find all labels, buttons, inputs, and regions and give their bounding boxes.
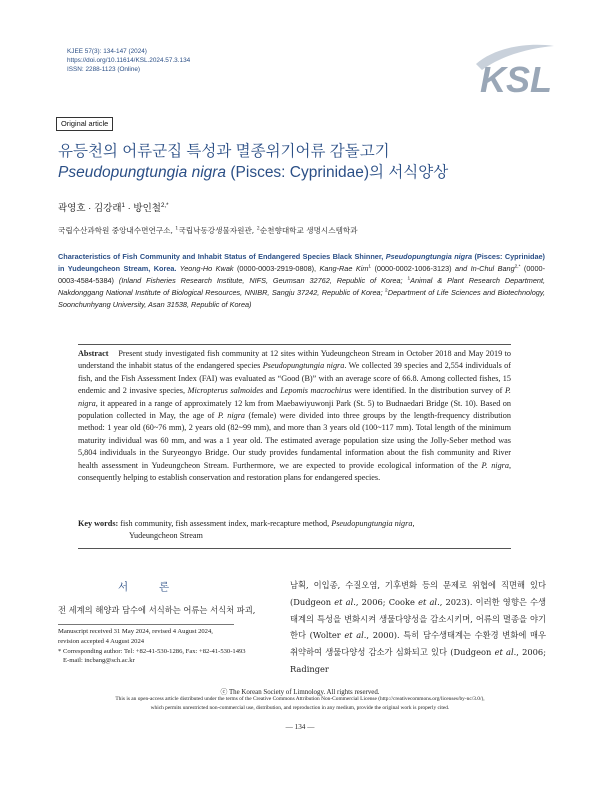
author-sup-1: 1: [121, 201, 125, 209]
footer-copyright: ⓒ The Korean Society of Limnology. All rights reserved.: [220, 689, 380, 696]
title-korean: 유등천의 어류군집 특성과 멸종위기어류 감돌고기: [58, 143, 390, 160]
intro-r1: 남획, 이입종, 수질오염, 기후변화 등의 문제로 위협에 직면해 있다 (Dudgeon: [290, 580, 546, 607]
intro-r2-i: et al: [418, 596, 438, 607]
intro-left-line: 전 세계의 해양과 담수에 서식하는 어류는 서식처 파괴,: [58, 605, 256, 615]
abstract-p6: (female) were divided into three groups by the length-frequency distribution method: 1 year old (60~76 mm), 2 years old (82~99 mm), and more than 3 years old (100~117 mm). Total length of the minimum maturity individual was 60 mm, and was a 1 year old. The estimated average population size using the Jolly-Seber method was 5,804 individuals in the Suryeongyo Bridge. Our study provides fundamental information about the fish community and River health assessment in Yudeungcheon Stream. Furthermore, we are expected to provide ecological information of the: [78, 411, 511, 470]
ksl-logo: [474, 42, 556, 100]
abstract-sp1: Pseudopungtungia nigra: [262, 361, 345, 371]
author-names-2: · 방인철: [124, 203, 161, 214]
footer-license-2: which permits unrestricted non-commercial use, distribution, and reproduction in any medium, provide the original work is properly cited.: [150, 704, 450, 711]
english-author-2-orcid: (0000-0002-1006-3123): [371, 264, 456, 273]
abstract-sp2: Micropterus salmoides: [187, 386, 264, 396]
intro-heading: 서 론: [118, 581, 184, 593]
page-number: — 134 —: [285, 723, 315, 731]
footnote-rule: [58, 624, 234, 625]
keywords: [78, 518, 511, 542]
abstract-p2: . We collected 39 species and 2,554 individuals of fish, and the Fish Assessment Index (FAI) was evaluated as “Good (B)” with an average score of 66.8. Among collected fishes, 15 endemic and 2 invasive species,: [78, 361, 512, 396]
journal-issn: ISSN: 2288-1123 (Online): [67, 66, 141, 73]
journal-citation: KJEE 57(3): 134-147 (2024): [67, 48, 147, 55]
english-title-species: Pseudopungtungia nigra: [385, 252, 473, 261]
title-species: Pseudopungtungia nigra: [58, 164, 227, 181]
footer-license-1: This is an open-access article distributed under the terms of the Creative Commons Attribution Non-Commercial License (http://creativecommons.org/licenses/by-nc/3.0/),: [115, 696, 485, 702]
footer-license: [40, 695, 560, 712]
intro-r4-i: et al: [494, 647, 514, 658]
abstract: [78, 348, 511, 484]
intro-r4: ., 2000). 특히 담수생태계는 수환경 변화에 매우 취약하여 생물다양성 감소가 심화되고 있다 (Dudgeon: [290, 630, 546, 658]
footnotes: [58, 627, 246, 666]
abstract-sp3: Lepomis macrochirus: [280, 386, 352, 396]
abstract-p7: , consequently helping to establish conservation and restoration plans for endangered species.: [78, 460, 511, 483]
affil-ko-1: 국립수산과학원 중앙내수면연구소,: [58, 226, 173, 235]
english-affil-sup-2: 2: [385, 288, 388, 294]
title-rest: (Pisces: Cyprinidae)의 서식양상: [226, 164, 449, 181]
english-author-3-orcid: (0000-0003-4584-5384): [58, 264, 546, 285]
abstract-bottom-rule: [78, 548, 511, 549]
intro-r5: ., 2006; Radinger: [290, 647, 546, 674]
intro-r2: ., 2006; Cooke: [353, 596, 419, 607]
affil-ko-2: 국립낙동강생물자원관,: [178, 226, 255, 235]
english-affil-sup-1: 1: [407, 276, 411, 282]
keywords-text-3: Yudeungcheon Stream: [129, 531, 203, 540]
abstract-sp4: P. nigra: [78, 386, 511, 408]
english-affil: (Inland Fisheries Research Institute, NIFS, Geumsan 32762, Republic of Korea;: [118, 276, 408, 285]
english-author-2-sup: 1: [368, 264, 372, 270]
intro-r3: ., 2023). 이러한 영향은 수생태계의 특성을 변화시켜 생물다양성을 감소시키며, 어류의 멸종을 야기한다 (Wolter: [290, 596, 547, 641]
abstract-sp5: P. nigra: [217, 411, 246, 421]
keywords-text-1: fish community, fish assessment index, mark-recapture method,: [118, 519, 332, 528]
abstract-label: Abstract: [78, 349, 109, 358]
keywords-species: Pseudopungtungia nigra: [331, 519, 413, 528]
affil-ko-3: 순천향대학교 생명시스템학과: [259, 226, 358, 235]
english-affil-2: Department of Life Sciences and Biotechnology, Soonchunhyang University, Asan 31538, Republic of Korea): [58, 288, 545, 309]
english-author-3: In-Chul Bang: [470, 264, 515, 273]
intro-right-column: [290, 577, 546, 678]
keywords-text-2: ,: [412, 519, 415, 528]
english-title-a: Characteristics of Fish Community and Inhabit Status of Endangered Species Black Shinner,: [58, 252, 386, 261]
english-affil-1: Animal & Plant Research Department, Nakdonggang National Institute of Biological Resources, NNIBR, Sangju 37242, Republic of Korea;: [58, 276, 546, 297]
note-corresponding: * Corresponding author: Tel: +82-41-530-1286, Fax: +82-41-530-1493: [58, 647, 246, 655]
title-english-line: [58, 163, 448, 183]
english-author-2: Kang-Rae Kim: [319, 264, 369, 273]
english-author-1: Yeong-Ho Kwak: [176, 264, 234, 273]
english-author-1-orcid: (0000-0003-2919-0808),: [233, 264, 320, 273]
journal-doi[interactable]: https://doi.org/10.11614/KSL.2024.57.3.134: [67, 57, 191, 64]
english-author-3-sup: 2,*: [514, 264, 521, 270]
abstract-p1: Present study investigated fish community at 12 sites within Yudeungcheon Stream in October 2018 and May 2019 to understand the inhabit status of the endangered species: [78, 349, 511, 371]
article-type-badge: Original article: [56, 117, 113, 131]
author-sup-2: 2,*: [160, 201, 169, 209]
abstract-p3: and: [263, 386, 281, 396]
logo-text: KSL: [480, 59, 552, 100]
abstract-top-rule: [78, 344, 511, 345]
english-title-b: (Pisces: Cyprinidae) in Yudeungcheon Stream, Korea.: [58, 252, 545, 273]
authors-korean: [58, 200, 168, 214]
abstract-p5: , it appeared in a range of approximately 12 km from Maebawiyuwonji Park (St. 5) to Budnaedari Bridge (St. 10). Based on population collected in May, the age of: [78, 398, 511, 421]
english-title-block: [58, 251, 545, 311]
journal-info: [67, 47, 190, 74]
affiliations-korean: [58, 225, 358, 236]
ksl-logo-icon: [474, 42, 556, 100]
abstract-p4: were identified. In the distribution survey of: [351, 386, 505, 396]
english-and: and: [455, 264, 471, 273]
author-names-1: 곽영호 · 김강래: [58, 203, 122, 214]
affil-ko-sup-2: 2: [256, 225, 260, 232]
intro-r1-i: et al: [334, 596, 354, 607]
note-accepted: revision accepted 4 August 2024: [58, 637, 145, 645]
affil-ko-sup-1: 1: [175, 225, 179, 232]
keywords-label: Key words:: [78, 519, 119, 528]
note-email[interactable]: E-mail: incbang@sch.ac.kr: [63, 657, 135, 665]
intro-r3-i: et al: [344, 630, 364, 641]
note-received: Manuscript received 31 May 2024, revised 4 August 2024,: [58, 628, 213, 635]
abstract-sp6: P. nigra: [481, 460, 509, 470]
